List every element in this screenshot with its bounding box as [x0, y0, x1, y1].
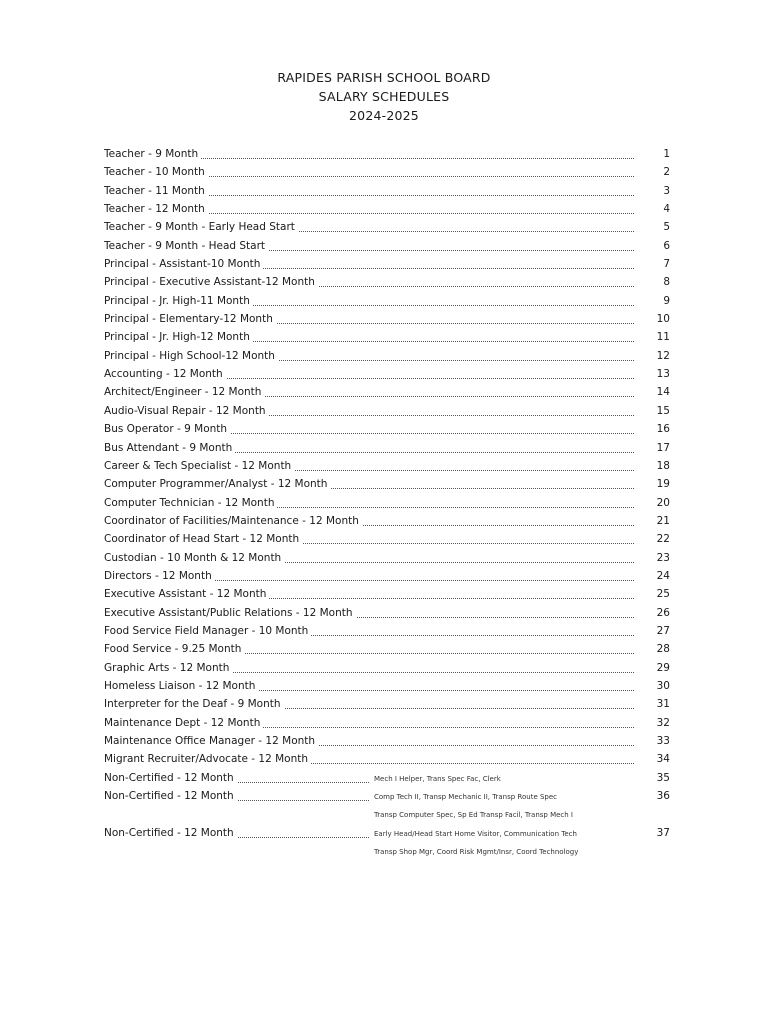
toc-entry-label: Computer Technician - 12 Month — [104, 494, 277, 512]
toc-entry-page: 4 — [663, 203, 670, 216]
toc-entry-label: Principal - Assistant-10 Month — [104, 255, 263, 273]
toc-entry-page: 18 — [656, 459, 670, 472]
toc-entry-label: Bus Attendant - 9 Month — [104, 439, 235, 457]
toc-entry-page: 31 — [656, 698, 670, 711]
toc-entry-page: 19 — [656, 478, 670, 491]
toc-entry — [104, 200, 670, 218]
toc-entry-label: Teacher - 9 Month - Head Start — [104, 237, 268, 255]
toc-entry — [104, 732, 670, 750]
toc-entry-label: Teacher - 9 Month - Early Head Start — [104, 218, 298, 236]
toc-entry-page: 6 — [663, 239, 670, 252]
toc-entry-label: Graphic Arts - 12 Month — [104, 659, 232, 677]
toc-entry-label: Executive Assistant - 12 Month — [104, 585, 269, 603]
toc-entry-label: Non-Certified - 12 Month — [104, 787, 237, 805]
toc-entry-label: Computer Programmer/Analyst - 12 Month — [104, 475, 330, 493]
toc-entry-page: 14 — [656, 386, 670, 399]
toc-entry-positions-continued — [104, 805, 670, 823]
toc-entry-label: Architect/Engineer - 12 Month — [104, 383, 264, 401]
toc-entry-label: Principal - Jr. High-12 Month — [104, 328, 253, 346]
toc-entry-page: 37 — [656, 826, 670, 839]
toc-entry — [104, 402, 670, 420]
toc-entry-positions-continued — [104, 842, 670, 860]
toc-entry — [104, 659, 670, 677]
toc-entry-page: 15 — [656, 404, 670, 417]
table-of-contents — [104, 145, 670, 860]
toc-entry-label: Teacher - 11 Month — [104, 182, 208, 200]
toc-entry-page: 24 — [656, 569, 670, 582]
toc-entry-label: Principal - Executive Assistant-12 Month — [104, 273, 318, 291]
toc-entry — [104, 677, 670, 695]
toc-entry-label: Maintenance Office Manager - 12 Month — [104, 732, 318, 750]
toc-entry — [104, 310, 670, 328]
toc-entry — [104, 475, 670, 493]
toc-entry-label: Migrant Recruiter/Advocate - 12 Month — [104, 750, 311, 768]
toc-entry-label: Directors - 12 Month — [104, 567, 215, 585]
toc-entry-page: 8 — [663, 276, 670, 289]
header-title: RAPIDES PARISH SCHOOL BOARD — [277, 70, 491, 85]
toc-entry — [104, 714, 670, 732]
toc-entry-label: Interpreter for the Deaf - 9 Month — [104, 695, 284, 713]
toc-entry — [104, 494, 670, 512]
toc-entry-page: 11 — [656, 331, 670, 344]
toc-entry-page: 9 — [663, 294, 670, 307]
toc-entry — [104, 750, 670, 768]
toc-entry-page: 22 — [656, 533, 670, 546]
toc-entry-page: 30 — [656, 679, 670, 692]
toc-entry — [104, 328, 670, 346]
toc-entry-noncertified — [104, 769, 670, 787]
toc-entry-page: 16 — [656, 423, 670, 436]
toc-entry-page: 32 — [656, 716, 670, 729]
toc-entry-label: Accounting - 12 Month — [104, 365, 226, 383]
toc-entry — [104, 439, 670, 457]
toc-entry — [104, 365, 670, 383]
toc-entry-noncertified — [104, 787, 670, 805]
toc-entry — [104, 182, 670, 200]
toc-entry-page: 10 — [656, 313, 670, 326]
toc-entry — [104, 347, 670, 365]
toc-entry-label: Career & Tech Specialist - 12 Month — [104, 457, 294, 475]
toc-entry — [104, 622, 670, 640]
toc-entry-page: 20 — [656, 496, 670, 509]
toc-entry-page: 36 — [656, 790, 670, 803]
toc-entry-page: 35 — [656, 771, 670, 784]
toc-entry-label: Teacher - 10 Month — [104, 163, 208, 181]
toc-entry-label: Non-Certified - 12 Month — [104, 824, 237, 842]
toc-entry-page: 29 — [656, 661, 670, 674]
toc-entry — [104, 530, 670, 548]
header-year: 2024-2025 — [349, 108, 419, 123]
toc-entry-label: Principal - Jr. High-11 Month — [104, 292, 253, 310]
toc-entry-page: 33 — [656, 735, 670, 747]
toc-entry-page: 12 — [656, 349, 670, 362]
toc-entry-page: 2 — [663, 166, 670, 179]
toc-entry — [104, 585, 670, 603]
toc-entry-label: Coordinator of Head Start - 12 Month — [104, 530, 302, 548]
toc-entry — [104, 383, 670, 401]
toc-entry-label: Food Service - 9.25 Month — [104, 640, 244, 658]
toc-entry-label: Food Service Field Manager - 10 Month — [104, 622, 311, 640]
toc-entry — [104, 457, 670, 475]
toc-entry — [104, 218, 670, 236]
toc-entry — [104, 292, 670, 310]
toc-entry — [104, 604, 670, 622]
toc-entry — [104, 512, 670, 530]
toc-entry-page: 21 — [656, 514, 670, 527]
toc-entry-label: Executive Assistant/Public Relations - 12 Month — [104, 604, 356, 622]
toc-entry-page: 34 — [656, 753, 670, 766]
toc-entry-label: Custodian - 10 Month & 12 Month — [104, 549, 284, 567]
toc-entry — [104, 273, 670, 291]
toc-entry — [104, 145, 670, 163]
toc-entry-page: 7 — [663, 258, 670, 271]
toc-entry — [104, 163, 670, 181]
toc-entry-page: 5 — [663, 221, 670, 234]
toc-entry-label: Maintenance Dept - 12 Month — [104, 714, 263, 732]
toc-entry-page: 1 — [663, 148, 670, 160]
toc-entry-label: Principal - High School-12 Month — [104, 347, 278, 365]
toc-entry-positions: Early Head/Head Start Home Visitor, Communication Tech — [374, 829, 577, 838]
toc-entry — [104, 237, 670, 255]
document-header — [0, 68, 768, 125]
toc-entry-label: Homeless Liaison - 12 Month — [104, 677, 258, 695]
toc-entry — [104, 640, 670, 658]
toc-entry-positions: Comp Tech II, Transp Mechanic II, Transp Route Spec — [374, 793, 558, 802]
toc-entry — [104, 695, 670, 713]
toc-entry-page: 23 — [656, 551, 670, 564]
toc-entry-page: 26 — [656, 606, 670, 619]
toc-entry-positions: Mech I Helper, Trans Spec Fac, Clerk — [374, 774, 501, 783]
toc-entry — [104, 420, 670, 438]
toc-entry-label: Principal - Elementary-12 Month — [104, 310, 276, 328]
toc-entry-positions: Transp Computer Spec, Sp Ed Transp Facil, Transp Mech I — [374, 811, 574, 820]
toc-entry-label: Teacher - 9 Month — [104, 145, 201, 163]
toc-entry-page: 3 — [663, 184, 670, 197]
toc-entry — [104, 255, 670, 273]
toc-entry-page: 13 — [656, 368, 670, 381]
toc-entry-label: Non-Certified - 12 Month — [104, 769, 237, 787]
toc-entry-label: Bus Operator - 9 Month — [104, 420, 230, 438]
toc-entry-label: Audio-Visual Repair - 12 Month — [104, 402, 269, 420]
toc-entry — [104, 549, 670, 567]
header-subtitle: SALARY SCHEDULES — [318, 89, 450, 104]
toc-entry-page: 17 — [656, 441, 670, 454]
toc-entry — [104, 567, 670, 585]
toc-entry-noncertified — [104, 824, 670, 842]
toc-entry-page: 28 — [656, 643, 670, 656]
toc-entry-label: Teacher - 12 Month — [104, 200, 208, 218]
toc-entry-label: Coordinator of Facilities/Maintenance - 12 Month — [104, 512, 362, 530]
toc-entry-page: 25 — [656, 588, 670, 601]
toc-entry-page: 27 — [656, 624, 670, 637]
toc-entry-positions: Transp Shop Mgr, Coord Risk Mgmt/Insr, Coord Technology — [374, 848, 579, 857]
